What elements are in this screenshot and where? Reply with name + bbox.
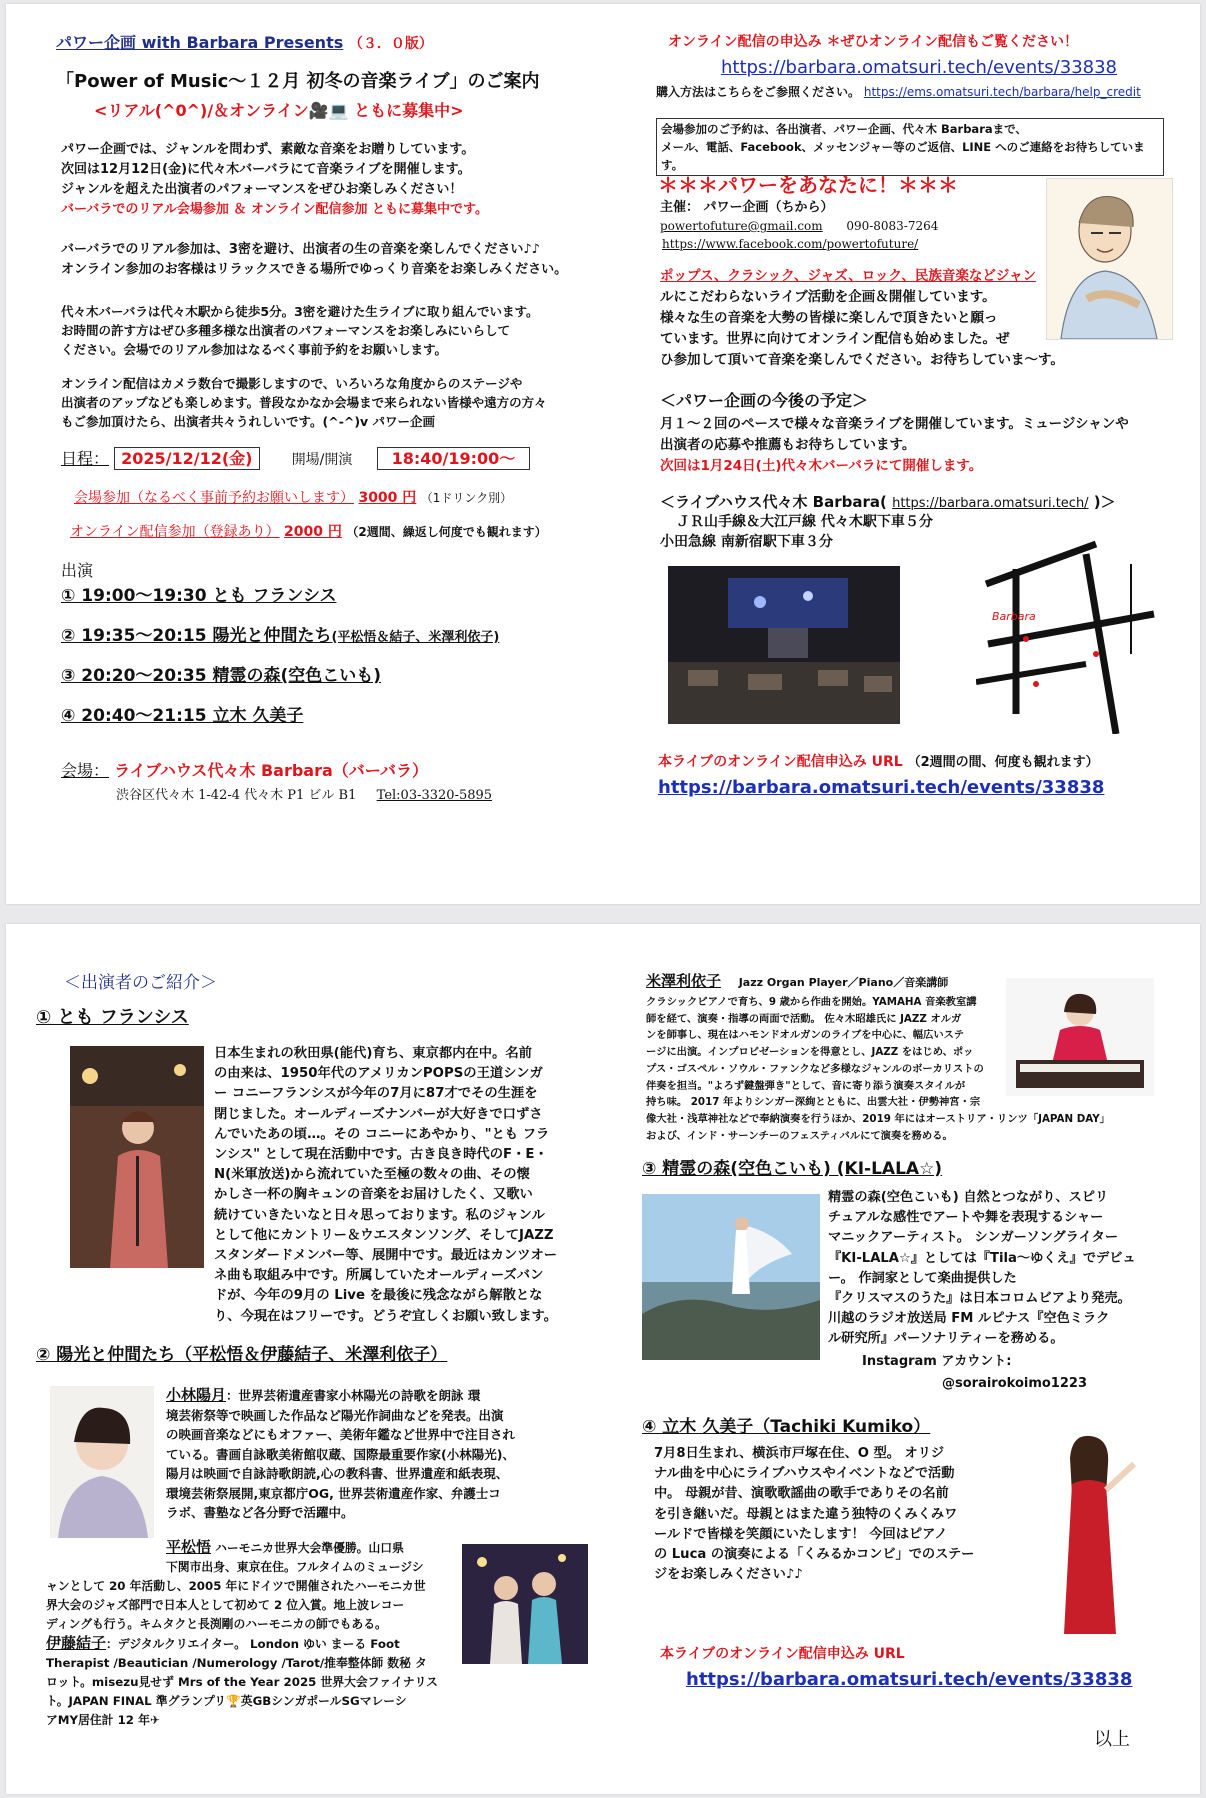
performers-intro-title: ＜出演者のご紹介＞ — [64, 973, 217, 993]
organizer-phone: 090-8083-7264 — [846, 219, 939, 233]
bio-line: ネ曲も取組み中です。所属していたオールディーズバン — [214, 1268, 544, 1284]
performer-4-photo — [1016, 1424, 1160, 1634]
performer-slot-main: ② 19:35～20:15 陽光と仲間たち — [61, 626, 332, 646]
bio-line: ディングも行う。キムタクと長渕剛のハーモニカの師でもある。 — [46, 1617, 387, 1631]
bio-line: ト。JAPAN FINAL 準グランプリ🏆英GBシンガポールSGマレーシ — [46, 1694, 407, 1708]
bio-line: ロット。misezu見せず Mrs of the Year 2025 世界大会ファイナリス — [46, 1675, 438, 1689]
intro-line: パワー企画では、ジャンルを問わず、素敵な音楽をお贈りしています。 — [61, 142, 475, 157]
livehouse-title: ＜ライブハウス代々木 Barbara — [660, 493, 881, 511]
bio-line: 『クリスマスのうた』は日本コロムビアより発売。 — [828, 1291, 1131, 1307]
bio-line: 『KI-LALA☆』としては『Tila～ゆくえ』でデビュ — [828, 1250, 1136, 1266]
access-line-2: 小田急線 南新宿駅下車３分 — [660, 534, 833, 550]
venue-photo-drawing — [668, 566, 900, 724]
bio-line: ンシス" として現在活動中です。古き良き時代のF・E・ — [214, 1147, 548, 1163]
bio-line: ラボ、書塾など各分野で活躍中。 — [166, 1505, 354, 1520]
date-value: 2025/12/12(金) — [114, 447, 259, 470]
bio-line: ンを師事し、現在はハモンドオルガンのライブを中心に、幅広いステ — [646, 1029, 965, 1042]
performer-3-instagram-label: Instagram アカウント: — [862, 1354, 1012, 1369]
page-title: 「Power of Music～１２月 初冬の音楽ライブ」のご案内 — [56, 71, 540, 92]
schedule-line: 出演者の応募や推薦もお待ちしています。 — [660, 437, 916, 453]
performer-slot: ① 19:00～19:30 とも フランシス — [61, 586, 337, 606]
livehouse-url-link[interactable]: https://barbara.omatsuri.tech/ — [892, 496, 1089, 511]
purchase-note: 購入方法はこちらをご参照ください。 — [656, 85, 861, 99]
bio-line: 環境芸術祭展開,東京都庁OG, 世界芸術遺産作家、弁護士コ — [166, 1485, 501, 1501]
p2-online-url-title: 本ライブのオンライン配信申込み URL — [660, 1646, 905, 1662]
bio-line — [46, 1634, 466, 1654]
yonezawa-photo — [1006, 978, 1154, 1096]
organizer-line: 様々な生の音楽を大勢の皆様に楽しんで頂きたいと願っ — [660, 310, 998, 326]
real-note-block — [61, 240, 621, 280]
venue-note-line: ください。会場でのリアル参加はなるべく事前予約をお願いします。 — [61, 342, 448, 357]
online-url-note: （2週間の間、何度も観れます） — [907, 755, 1099, 770]
date-label: 日程： — [61, 449, 110, 468]
bio-line-text: ハーモニカ世界大会準優勝。山口県 — [211, 1541, 404, 1555]
performer-1-photo — [70, 1046, 204, 1268]
intro-block — [61, 140, 621, 220]
performer-2-title: ② 陽光と仲間たち（平松悟＆伊藤結子、米澤利依子） — [36, 1345, 448, 1365]
bio-line: プス・ゴスペル・ソウル・ファンクなど多様なジャンルのボーカリストの — [646, 1062, 984, 1075]
organizer-line-text: ポップス、クラシック、ジャズ、ロック、民族音楽などジャン — [660, 268, 1037, 284]
online-url-title: 本ライブのオンライン配信申込み URL — [658, 754, 903, 770]
bio-line — [166, 1386, 586, 1406]
reservation-line: メール、電話、Facebook、メッセンジャー等のご返信、LINE へのご連絡をお待ちしています。 — [661, 140, 1145, 172]
yonezawa-name: 米澤利依子 — [646, 972, 722, 990]
bio-line: ー コニーフランシスが今年の7月に87才でその生涯を — [214, 1086, 538, 1102]
performers-label: 出演 — [61, 561, 94, 580]
performer-3-photo-drawing — [642, 1194, 820, 1360]
bio-line: り、今現在はフリーです。どうぞ宜しくお願い致します。 — [214, 1308, 558, 1324]
performer-1-title: ① とも フランシス — [36, 1007, 189, 1028]
online-note-line: オンライン配信はカメラ数台で撮影しますので、いろいろな角度からのステージや — [61, 376, 523, 391]
real-note-line: オンライン参加のお客様はリラックスできる場所でゆっくり音楽をお楽しみください。 — [61, 262, 568, 277]
bio-line: 下関市出身、東京在住。フルタイムのミュージシ — [166, 1560, 424, 1574]
purchase-row — [656, 84, 1141, 101]
performer-1-photo-drawing — [70, 1046, 204, 1268]
yonezawa-bio — [646, 994, 1110, 1144]
intro-line: 次回は12月12日(金)に代々木バーバラにて音楽ライブを開催します。 — [61, 162, 471, 177]
bio-line: ル研究所』パーソナリティーを務める。 — [828, 1331, 1064, 1347]
bio-line: んでいたあの頃…。その コニーにあやかり、"とも フラ — [214, 1126, 550, 1142]
date-row — [61, 448, 530, 471]
online-fee-row — [70, 522, 547, 543]
bio-line: の由来は、1950年代のアメリカンPOPSの王道シンガ — [214, 1066, 543, 1082]
header-presents: パワー企画 with Barbara Presents — [56, 33, 344, 52]
bio-line: の映画音楽などにもオファー、美術年鑑など世界中で注目され — [166, 1427, 515, 1442]
performer-3-title: ③ 精霊の森(空色こいも) (KI-LALA☆) — [642, 1159, 943, 1179]
venue-note-line: お時間の許す方はぜひ多種多様な出演者のパフォーマンスをお楽しみにいらして — [61, 323, 511, 338]
venue-note-block — [61, 302, 621, 359]
bio-line: ナル曲を中心にライブハウスやイベントなどで活動 — [654, 1466, 955, 1482]
bio-line: アMY居住計 12 年✈ — [46, 1713, 160, 1727]
yonezawa-photo-drawing — [1006, 978, 1154, 1096]
bio-line — [46, 1538, 458, 1558]
performer-3-instagram[interactable]: @sorairokoimo1223 — [942, 1376, 1087, 1391]
organizer-line: ルにこだわらないライブ活動を企画＆開催しています。 — [660, 289, 996, 305]
bio-line: ジをお楽しみください♪♪ — [654, 1567, 803, 1583]
venue-note-line: 代々木バーバラは代々木駅から徒歩5分。3密を避けた生ライブに取り組んでいます。 — [61, 304, 539, 319]
organizer-sketch-drawing — [1047, 179, 1172, 339]
organizer-contact — [660, 218, 938, 235]
real-note-line: バーバラでのリアル参加は、3密を避け、出演者の生の音楽を楽しんでください♪♪ — [61, 242, 540, 257]
schedule-line: 次回は1月24日(土)代々木バーバラにて開催します。 — [660, 458, 983, 474]
venue-tel: Tel:03-3320-5895 — [376, 788, 493, 803]
power-slogan: ＊＊＊パワーをあなたに！＊＊＊ — [658, 173, 958, 197]
venue-fee: 3000 円 — [358, 490, 417, 506]
bio-line: 持ち味。 2017 年よりシンガー深絢とともに、出雲大社・伊勢神宮・宗 — [646, 1096, 981, 1109]
intro-line: バーバラでのリアル会場参加 ＆ オンライン配信参加 ともに募集中です。 — [61, 202, 488, 217]
bio-line: クラシックピアノで育ち、9 歳から作曲を開始。YAMAHA 音楽教室講 — [646, 996, 977, 1008]
bio-line: マニックアーティスト。 シンガーソングライター — [828, 1230, 1119, 1246]
apply-title: オンライン配信の申込み ＊ぜひオンライン配信もご覧ください！ — [668, 34, 1079, 50]
performer-slot: ③ 20:20～20:35 精霊の森(空色こいも) — [61, 666, 381, 686]
reservation-line: 会場参加のご予約は、各出演者、パワー企画、代々木 Barbaraまで、 — [661, 122, 1027, 136]
bio-line: ージに出演。インプロビゼーションを得意とし、JAZZ をはじめ、ポッ — [646, 1046, 974, 1059]
bio-line-text: ：デジタルクリエイター。 London ゆい まーる Foot — [106, 1637, 400, 1651]
bio-line: の Luca の演奏による「くみるかコンビ」でのステー — [654, 1547, 975, 1563]
yonezawa-header — [646, 972, 948, 992]
performer-3-bio — [828, 1188, 1168, 1350]
organizer-line: ひ参加して頂いて音楽を楽しんでください。お待ちしていま～す。 — [660, 352, 1064, 368]
hiramatsu-name: 平松悟 — [166, 1538, 212, 1556]
closing-text: 以上 — [1094, 1729, 1130, 1750]
kobayashi-photo — [50, 1386, 154, 1538]
performer-4-bio — [654, 1444, 1024, 1585]
bio-line: ールドで皆様を笑顔にいたします！ 今回はピアノ — [654, 1526, 948, 1542]
bio-line: および、インド・サーンチーのフェスティバルにて演奏を務める。 — [646, 1129, 953, 1142]
header-line — [56, 32, 433, 55]
online-url-row — [658, 752, 1099, 773]
bio-line: 伴奏を担当。"よろず鍵盤弾き"として、音に寄り添う演奏スタイルが — [646, 1079, 966, 1092]
bio-line: ー。 作詞家として楽曲提供した — [828, 1270, 1017, 1286]
hiramatsu-ito-photo-drawing — [462, 1544, 588, 1664]
bio-line: かしさ一杯の胸キュンの音楽をお届けしたく、又歌い — [214, 1187, 533, 1203]
schedule-title: ＜パワー企画の今後の予定＞ — [660, 391, 869, 410]
schedule-line: 月１～２回のペースで様々な音楽ライブを開催しています。ミュージシャンや — [660, 416, 1129, 432]
organizer-label: 主催： パワー企画（ちから） — [660, 200, 834, 215]
bio-line: N(米軍放送)から流れていた至極の数々の曲、その懐 — [214, 1167, 530, 1183]
bio-line: 閉じました。オールディーズナンバーが大好きで口ずさ — [214, 1106, 543, 1122]
venue-address: 渋谷区代々木 1-42-4 代々木 P1 ビル B1 — [116, 788, 357, 803]
venue-fee-label: 会場参加（なるべく事前予約お願いします） — [74, 490, 354, 506]
schedule-text — [660, 414, 1129, 477]
bio-line: チュアルな感性でアートや舞を表現するシャー — [828, 1210, 1104, 1226]
performer-1-bio — [214, 1044, 589, 1327]
bio-line: Therapist /Beautician /Numerology /Tarot/推奉整体師 数秘 タ — [46, 1656, 427, 1670]
flyer-page-1 — [6, 4, 1200, 904]
ito-bio — [46, 1634, 466, 1730]
bio-line: ャンとして 20 年活動し、2005 年にドイツで開催されたハーモニカ世 — [46, 1579, 426, 1593]
venue-map — [976, 534, 1156, 734]
access-line-1: ＪＲ山手線＆大江戸線 代々木駅下車５分 — [676, 514, 933, 530]
intro-line: ジャンルを超えた出演者のパフォーマンスをぜひお楽しみください！ — [61, 182, 463, 197]
performers-list — [61, 584, 499, 744]
bio-line: ている。書画自詠歌美術館収蔵、国際最重要作家(小林陽光)、 — [166, 1446, 515, 1462]
online-note-block — [61, 374, 621, 431]
purchase-url-link[interactable]: https://ems.omatsuri.tech/barbara/help_credit — [863, 85, 1141, 99]
yonezawa-role: Jazz Organ Player／Piano／音楽講師 — [738, 976, 949, 989]
hiramatsu-ito-photo — [462, 1544, 588, 1664]
bio-line: 続けていきたいなと日々思っております。私のジャンル — [214, 1207, 545, 1223]
bio-line: 7月8日生まれ、横浜市戸塚在住、O 型。 オリジ — [654, 1446, 945, 1461]
bio-line: 師を経て、演奏・指導の両面で活動。 佐々木昭雄氏に JAZZ オルガ — [646, 1012, 962, 1025]
venue-fee-row — [74, 488, 512, 509]
bio-line: 中。 母親が昔、演歌歌謡曲の歌手でありその名前 — [654, 1486, 949, 1502]
performer-slot: ④ 20:40～21:15 立木 久美子 — [61, 706, 304, 726]
venue-address-row — [116, 786, 492, 806]
performer-4-photo-drawing — [1016, 1424, 1160, 1634]
performer-4-title: ④ 立木 久美子（Tachiki Kumiko） — [642, 1417, 931, 1437]
page-subtitle: <リアル(^0^)/＆オンライン🎥💻 ともに募集中> — [94, 101, 464, 120]
bio-line: 界大会のジャズ部門で日本人として初めて 2 位入賞。地上波レコー — [46, 1598, 405, 1612]
organizer-line: ています。世界に向けてオンライン配信も始めました。ぜ — [660, 331, 1010, 347]
bio-line: 陽月は映画で自詠詩歌朗読,心の教科書、世界遺産和紙表現、 — [166, 1466, 509, 1481]
map-brand-label: Barbara — [992, 610, 1036, 623]
online-fee: 2000 円 — [284, 524, 342, 540]
performer-slot — [61, 624, 499, 664]
venue-photo — [668, 566, 900, 724]
kobayashi-photo-drawing — [50, 1386, 154, 1538]
bio-line-text: ：世界芸術遺産書家小林陽光の詩歌を朗詠 環 — [226, 1388, 481, 1403]
online-fee-label: オンライン配信参加（登録あり） — [70, 524, 280, 540]
bio-line: 川越のラジオ放送局 FM ルピナス『空色ミラク — [828, 1311, 1110, 1327]
venue-name: ライブハウス代々木 Barbara（バーバラ） — [114, 761, 428, 780]
open-label: 開場/開演 — [291, 452, 353, 468]
organizer-sketch — [1046, 178, 1173, 340]
bio-line: ドが、今年の9月の Live を最後に残念ながら解散とな — [214, 1288, 543, 1304]
organizer-facebook[interactable]: https://www.facebook.com/powertofuture/ — [662, 237, 919, 251]
online-fee-note: （2週間、繰返し何度でも観れます） — [346, 525, 547, 539]
bio-line: を引き継いだ。母親とはまた違う独特のくみくみワ — [654, 1506, 958, 1522]
online-note-line: 出演者のアップなども楽しめます。普段なかなか会場まで来られない皆様や遠方の方々 — [61, 395, 547, 410]
online-note-line: もご参加頂けたら、出演者共々うれしいです。(^-^)v パワー企画 — [61, 414, 436, 429]
ito-name: 伊藤結子 — [46, 1634, 107, 1652]
kobayashi-name: 小林陽月 — [166, 1386, 227, 1404]
kobayashi-bio — [166, 1386, 586, 1523]
bio-line: 境芸術祭等で映画した作品など陽光作詞曲などを発表。出演 — [166, 1407, 504, 1423]
venue-fee-note: （1ドリンク別） — [420, 491, 513, 505]
bio-line: スタンダードメンバー等、展開中です。最近はカンツオー — [214, 1248, 558, 1264]
online-url-link[interactable]: https://barbara.omatsuri.tech/events/33838 — [658, 777, 1105, 798]
reservation-box — [656, 118, 1164, 176]
p2-online-url-link[interactable]: https://barbara.omatsuri.tech/events/33838 — [686, 1669, 1133, 1690]
organizer-line — [660, 266, 1050, 287]
venue-row — [61, 760, 428, 782]
bio-line: 日本生まれの秋田県(能代)育ち、東京都内在中。名前 — [214, 1046, 532, 1061]
livehouse-title-row: ＜ライブハウス代々木 Barbara( https://barbara.omatsuri.tech/ )＞ — [660, 493, 1116, 511]
apply-url-link[interactable]: https://barbara.omatsuri.tech/events/33838 — [721, 57, 1117, 78]
flyer-page-2 — [6, 924, 1200, 1794]
bio-line: 像大社・浅草神社などで奉納演奏を行うほか、2019 年にはオーストリア・リンツ「JAPAN DAY」 — [646, 1112, 1110, 1125]
bio-line: 精霊の森(空色こいも) 自然とつながり、スピリ — [828, 1190, 1109, 1205]
venue-map-drawing — [976, 534, 1156, 734]
performer-slot-note: (平松悟＆結子、米澤利依子) — [331, 630, 500, 645]
bio-line: として他にカントリー＆ウエスタンソング、そしてJAZZ — [214, 1227, 554, 1243]
version-label: （３．０版） — [348, 36, 433, 52]
open-value: 18:40/19:00～ — [377, 447, 531, 470]
organizer-text — [660, 266, 1064, 371]
hiramatsu-bio — [46, 1538, 458, 1634]
organizer-email[interactable]: powertofuture@gmail.com — [660, 219, 823, 233]
performer-3-photo — [642, 1194, 820, 1360]
venue-label: 会場： — [61, 761, 110, 780]
